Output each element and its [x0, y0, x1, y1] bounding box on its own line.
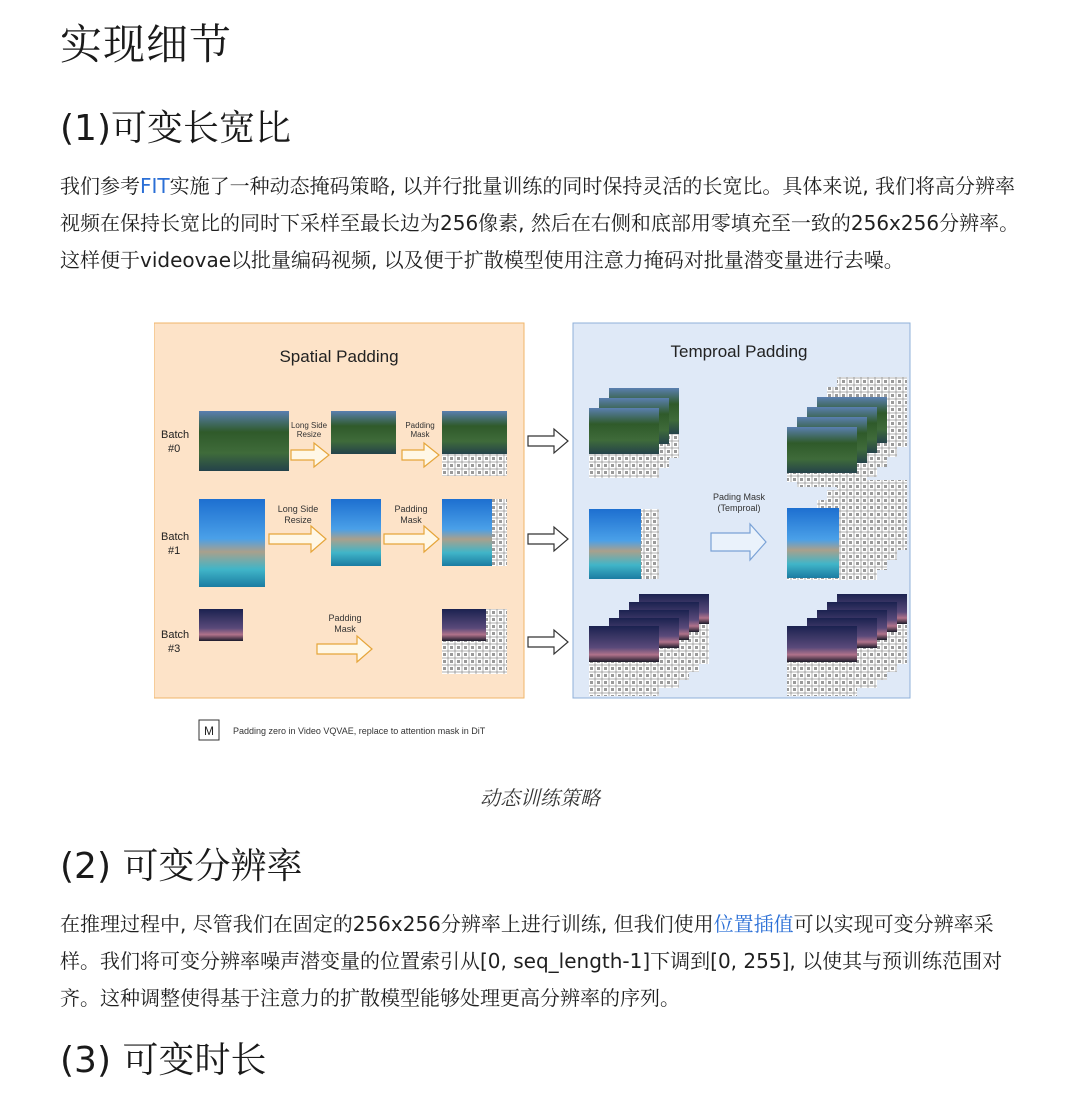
dynamic-training-figure [154, 322, 912, 744]
figure-caption: 动态训练策略 [480, 786, 600, 810]
arrow-to-temporal-b0 [528, 429, 568, 453]
section-heading-aspect-ratio: (1)可变长宽比 [60, 108, 291, 149]
spatial-padding-title: Spatial Padding [279, 347, 399, 366]
legend-text: Padding zero in Video VQVAE, replace to attention mask in DiT [233, 726, 486, 736]
para-text: 我们参考 [60, 174, 140, 198]
batch1-frame-image [199, 499, 265, 587]
page-title: 实现细节 [60, 20, 233, 69]
batch0-resized-image [331, 411, 396, 454]
para-text: 在推理过程中, 尽管我们在固定的256x256分辨率上进行训练, 但我们使用 [60, 912, 714, 936]
position-interpolation-link[interactable]: 位置插值 [713, 912, 794, 936]
batch1-masked-image [442, 499, 492, 566]
batch0-masked-image [442, 411, 507, 454]
batch0-label: Batch #0 [161, 429, 190, 455]
temporal-left-b0-stack [589, 388, 679, 478]
paragraph-resolution [60, 906, 1020, 1017]
section-heading-resolution: (2) 可变分辨率 [60, 846, 303, 887]
batch1-resized-image [331, 499, 381, 566]
arrow-to-temporal-b3 [528, 630, 568, 654]
mask-label-b3: Padding Mask [328, 613, 362, 634]
resize-label-big: Long Side Resize [277, 504, 319, 525]
fit-link[interactable]: FIT [140, 174, 170, 198]
resize-label-small: Long Side Resize [290, 421, 328, 439]
mask-label-small: Padding Mask [405, 421, 435, 439]
mask-label-big: Padding Mask [394, 504, 428, 525]
paragraph-aspect-ratio [60, 168, 1020, 279]
batch3-frame-image [199, 609, 243, 641]
temporal-mask-label: Pading Mask (Temproal) [712, 492, 766, 513]
batch0-frame-image [199, 411, 289, 471]
batch3-masked-image [442, 609, 486, 641]
temporal-left-b1-stack [589, 509, 659, 579]
arrow-to-temporal-b1 [528, 527, 568, 551]
para-text: 可以实现可变分辨率采样。我们将可变分辨率噪声潜变量的位置索引从[0, seq_length-1]下调到[0, 255], 以使其与预训练范围对齐。这种调整使得基于注意力的扩散模型能够处理更高分辨率的序列。 [60, 912, 1003, 1010]
batch1-label: Batch #1 [161, 531, 190, 557]
section-heading-duration: (3) 可变时长 [60, 1040, 267, 1081]
batch3-label: Batch #3 [161, 629, 190, 655]
para-text: 实施了一种动态掩码策略, 以并行批量训练的同时保持灵活的长宽比。具体来说, 我们将高分辨率视频在保持长宽比的同时下采样至最长边为256像素, 然后在右侧和底部用零填充至一致的256x256分辨率。这样便于videovae以批量编码视频, 以及便于扩散模型使用注意力掩码对批量潜变量进行去噪。 [60, 174, 1020, 272]
temporal-padding-title: Temproal Padding [670, 342, 808, 361]
legend-mask-letter: M [204, 724, 214, 738]
